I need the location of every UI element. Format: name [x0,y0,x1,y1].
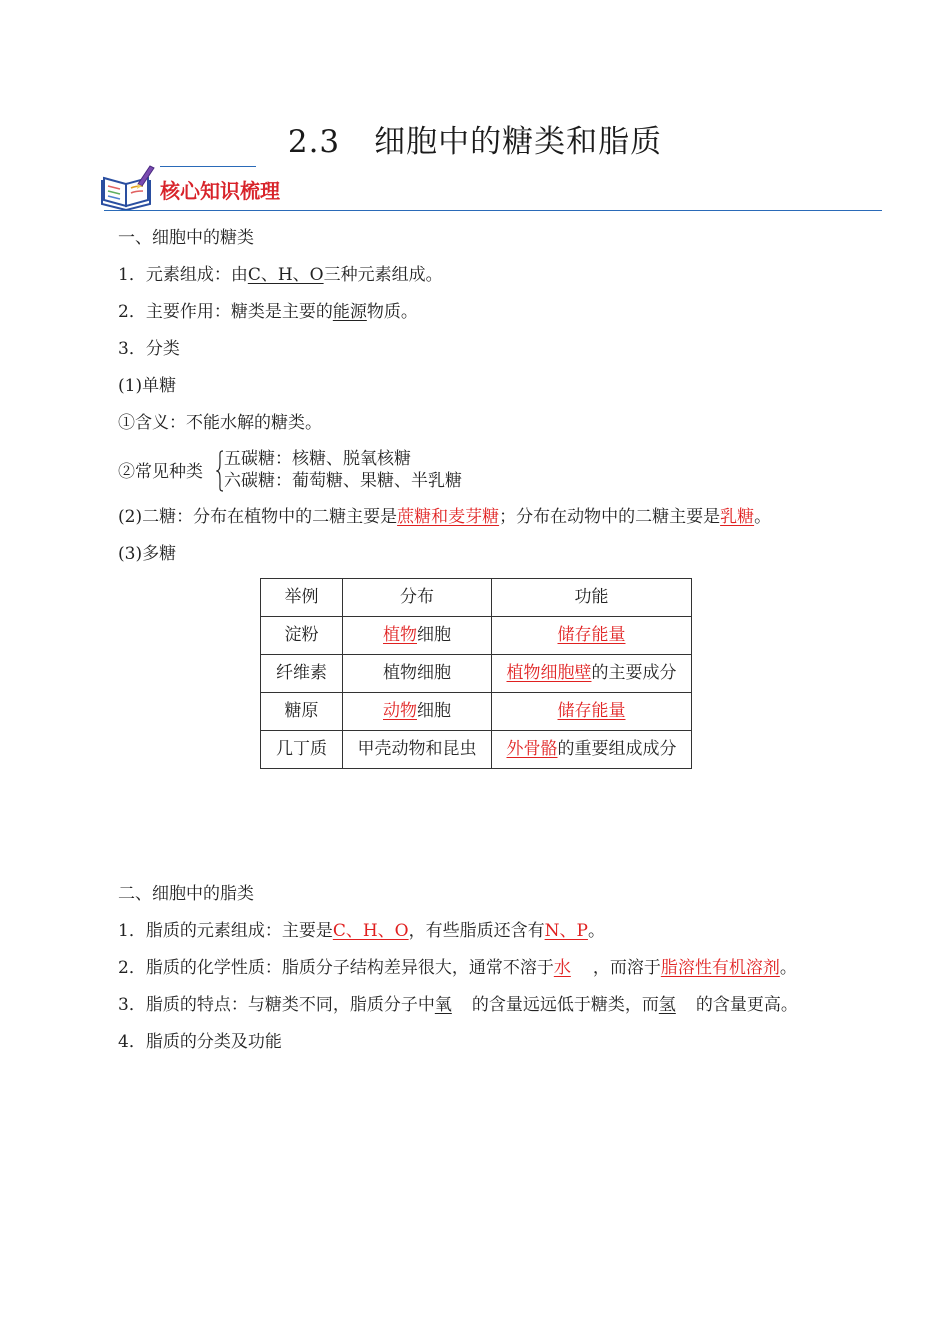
answer-red: N、P [544,921,588,941]
answer-red: 动物 [383,701,417,721]
common-types-label: ②常见种类 [118,462,203,482]
lipid-chemistry-line [118,956,797,980]
text: 。 [779,958,797,978]
answer-underlined: C、H、O [247,265,324,285]
common-types-list [224,448,462,492]
table-row [261,731,692,769]
answer-red: 外骨骼 [506,739,558,759]
classification-heading: 3．分类 [118,339,180,359]
table-cell-name: 纤维素 [261,655,343,693]
text: ；分布在动物中的二糖主要是 [499,507,721,527]
title-text: 细胞中的糖类和脂质 [374,124,663,160]
table-cell-function [492,655,692,693]
table-header-cell: 功能 [492,579,692,617]
table-cell-function [492,731,692,769]
monosaccharide-heading: (1)单糖 [118,376,177,396]
text: 细胞 [417,625,451,645]
text: 。 [754,507,772,527]
text: 三种元素组成。 [323,265,443,285]
text: 细胞 [417,701,451,721]
table-cell-distribution: 植物细胞 [343,655,492,693]
answer-red: 水 [553,958,571,978]
lipid-elements-line [118,919,605,943]
table-cell-function [492,617,692,655]
table-row [261,617,692,655]
curly-brace-icon [216,450,224,492]
disaccharide-line [118,505,771,529]
text: 的重要组成成分 [557,739,677,759]
text: ，有些脂质还含有 [408,921,545,941]
text: 3．脂质的特点：与糖类不同，脂质分子中 [118,995,435,1015]
answer-underlined: 氢 [658,995,676,1015]
sugar-heading: 一、细胞中的糖类 [118,228,254,248]
text: 的主要成分 [591,663,677,683]
answer-red: 植物 [383,625,417,645]
monosaccharide-definition: ①含义：不能水解的糖类。 [118,413,322,433]
text: (2)二糖：分布在植物中的二糖主要是 [118,507,398,527]
table-cell-name: 糖原 [261,693,343,731]
answer-underlined: 氧 [434,995,452,1015]
answer-red: C、H、O [332,921,409,941]
hexose-item: 六碳糖：葡萄糖、果糖、半乳糖 [224,471,462,491]
table-cell-name: 几丁质 [261,731,343,769]
table-row [261,693,692,731]
text: 的含量远远低于糖类，而 [471,995,659,1015]
section-header-rule [104,210,882,211]
lipid-heading: 二、细胞中的脂类 [118,884,254,904]
text: 2．主要作用：糖类是主要的 [118,302,333,322]
sugar-elements-line [118,263,443,287]
lipid-features-line [118,993,798,1017]
section-header-top-rule [160,166,256,167]
text: 的含量更高。 [695,995,798,1015]
table-cell-distribution [343,693,492,731]
text: 物质。 [366,302,418,322]
section-header-title: 核心知识梳理 [160,179,280,203]
table-cell-distribution: 甲壳动物和昆虫 [343,731,492,769]
answer-red: 储存能量 [557,701,626,721]
polysaccharide-heading: (3)多糖 [118,544,177,564]
table-header-cell: 分布 [343,579,492,617]
sugar-function-line [118,300,418,324]
table-row [261,655,692,693]
text: 1．脂质的元素组成：主要是 [118,921,333,941]
book-pen-icon [100,164,156,210]
answer-red: 植物细胞壁 [506,663,592,683]
table-cell-function [492,693,692,731]
pentose-item: 五碳糖：核糖、脱氧核糖 [224,449,411,469]
answer-underlined: 能源 [332,302,367,322]
text: 。 [587,921,605,941]
text: 1．元素组成：由 [118,265,248,285]
title-number: 2.3 [287,124,341,160]
table-header-row [261,579,692,617]
table-header-cell: 举例 [261,579,343,617]
lipid-classification-heading: 4．脂质的分类及功能 [118,1032,282,1052]
answer-red: 储存能量 [557,625,626,645]
table-cell-name: 淀粉 [261,617,343,655]
page-title [0,116,950,161]
text: ，而溶于 [592,958,661,978]
answer-red: 乳糖 [720,507,755,527]
answer-red: 蔗糖和麦芽糖 [397,507,500,527]
answer-red: 脂溶性有机溶剂 [660,958,780,978]
table-cell-distribution [343,617,492,655]
text: 2．脂质的化学性质：脂质分子结构差异很大，通常不溶于 [118,958,554,978]
polysaccharide-table [260,578,692,769]
